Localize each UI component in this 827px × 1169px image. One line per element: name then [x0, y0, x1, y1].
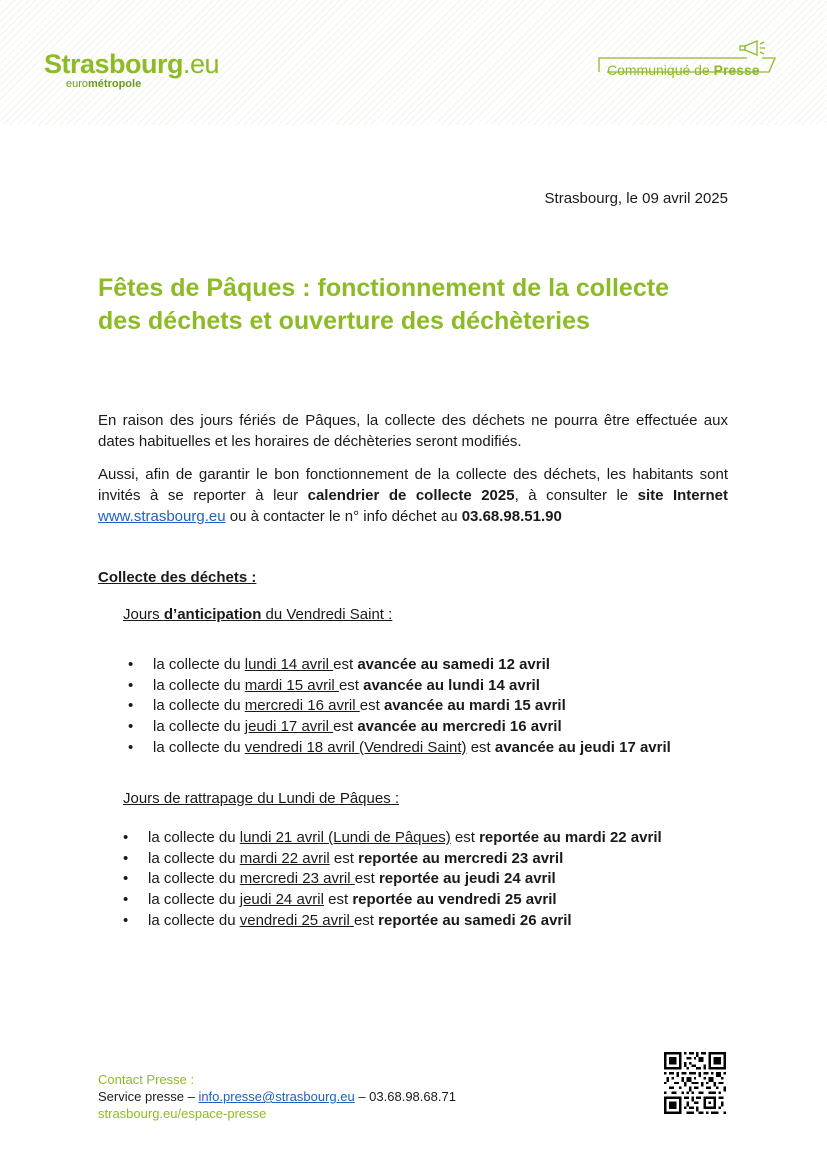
list-item: • la collecte du jeudi 24 avril est reportée au vendredi 25 avril — [148, 890, 662, 911]
section-title: Collecte des déchets : — [98, 569, 257, 586]
anticipation-list — [153, 655, 671, 758]
logo-wordmark: Strasbourg.eu — [44, 49, 220, 79]
badge-label: Communiqué de — [607, 62, 710, 78]
communique-presse-badge — [597, 56, 777, 88]
list-item: • la collecte du mardi 22 avril est reportée au mercredi 23 avril — [148, 849, 662, 870]
press-site-link[interactable]: strasbourg.eu/espace-presse — [98, 1106, 267, 1121]
qr-code-icon — [664, 1052, 726, 1114]
page-title: Fêtes de Pâques : fonctionnement de la collecte des déchets et ouverture des déchèteries — [98, 274, 669, 335]
list-item: • la collecte du jeudi 17 avril est avancée au mercredi 16 avril — [153, 717, 671, 738]
list-item: • la collecte du mardi 15 avril est avancée au lundi 14 avril — [153, 676, 671, 697]
logo-subtitle: eurométropole — [66, 78, 142, 90]
badge-label-bold: Presse — [713, 62, 760, 78]
press-contact — [98, 1071, 456, 1122]
rattrapage-list — [148, 828, 662, 931]
website-link[interactable]: www.strasbourg.eu — [98, 508, 226, 525]
intro-paragraph-2: Aussi, afin de garantir le bon fonctionnement de la collecte des déchets, les habitants sont invités à se reporter à leur calendrier de collecte 2025, à consulter le site Internet www.strasbourg.eu ou à contacter le n° info déchet au 03.68.98.51.90 — [98, 466, 728, 525]
press-email-link[interactable]: info.presse@strasbourg.eu — [198, 1089, 355, 1104]
list-item: • la collecte du lundi 21 avril (Lundi de Pâques) est reportée au mardi 22 avril — [148, 828, 662, 849]
info-phone: 03.68.98.51.90 — [461, 508, 562, 525]
list-item: • la collecte du vendredi 25 avril est reportée au samedi 26 avril — [148, 911, 662, 932]
list-item: • la collecte du mercredi 23 avril est reportée au jeudi 24 avril — [148, 869, 662, 890]
press-date: Strasbourg, le 09 avril 2025 — [544, 190, 728, 207]
intro-paragraph-1: En raison des jours fériés de Pâques, la collecte des déchets ne pourra être effectuée aux dates habituelles et les horaires de déchèteries seront modifiés. — [98, 412, 728, 450]
strasbourg-logo[interactable] — [44, 50, 219, 90]
contact-line: Service presse – info.presse@strasbourg.eu – 03.68.98.68.71 — [98, 1089, 456, 1104]
list-item: • la collecte du vendredi 18 avril (Vendredi Saint) est avancée au jeudi 17 avril — [153, 738, 671, 759]
anticipation-subtitle: Jours d’anticipation du Vendredi Saint : — [123, 606, 393, 623]
list-item: • la collecte du lundi 14 avril est avancée au samedi 12 avril — [153, 655, 671, 676]
rattrapage-subtitle: Jours de rattrapage du Lundi de Pâques : — [123, 790, 400, 807]
contact-label: Contact Presse : — [98, 1072, 195, 1087]
list-item: • la collecte du mercredi 16 avril est avancée au mardi 15 avril — [153, 696, 671, 717]
